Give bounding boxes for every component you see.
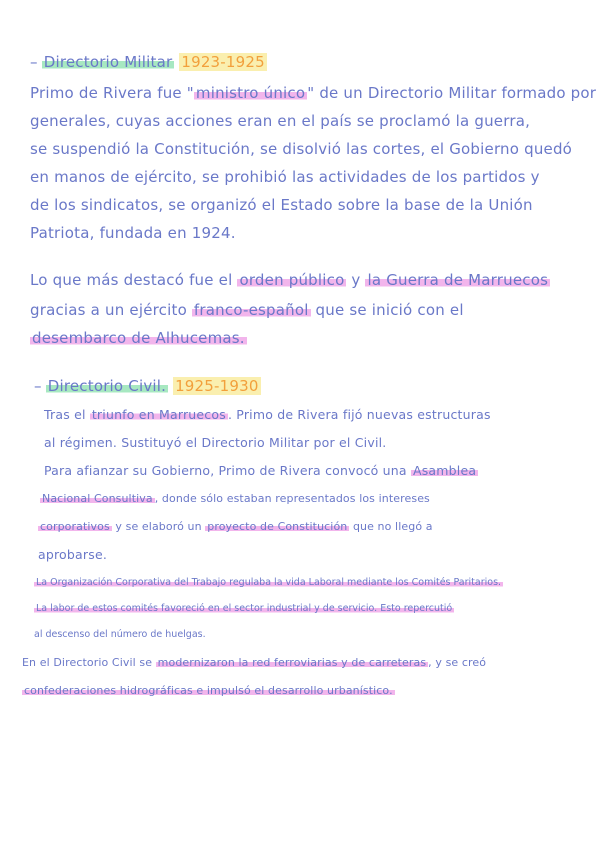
highlight: orden público: [239, 271, 345, 289]
section2-heading-line: [34, 376, 261, 396]
section2-years: 1925-1930: [175, 377, 259, 395]
highlight: ministro único: [195, 84, 306, 102]
highlight: triunfo en Marruecos: [91, 407, 226, 422]
section2-line-6: aprobarse.: [38, 547, 108, 562]
section1-line-6: Patriota, fundada en 1924.: [30, 224, 236, 242]
section2-heading: Directorio Civil.: [47, 377, 167, 395]
section2-line-1: Tras el triunfo en Marruecos . Primo de Rivera fijó nuevas estructuras: [44, 407, 491, 422]
highlight: confederaciones hidrográficas e impulsó el desarrollo urbanístico.: [24, 684, 393, 697]
highlight: Nacional Consultiva: [42, 492, 153, 505]
bullet-dash: –: [34, 377, 42, 395]
highlight: desembarco de Alhucemas.: [32, 329, 245, 347]
section2-line-2: al régimen. Sustituyó el Directorio Militar por el Civil.: [44, 435, 387, 450]
section2-line-9: al descenso del número de huelgas.: [34, 629, 206, 640]
section1-heading: Directorio Militar: [43, 53, 173, 71]
section2-line-11: [22, 682, 395, 700]
section2-line-4: Nacional Consultiva , donde sólo estaban representados los intereses: [42, 492, 430, 505]
section1-line-3: se suspendió la Constitución, se disolvió las cortes, el Gobierno quedó: [30, 140, 573, 158]
section2-line-8: [34, 600, 454, 618]
highlight: Asamblea: [412, 463, 477, 478]
highlights-line-3: [30, 328, 247, 348]
highlight: franco-español: [193, 301, 309, 319]
section2-line-5: corporativos y se elaboró un proyecto de Constitución que no llegó a: [40, 520, 433, 533]
section1-heading-line: [30, 52, 267, 72]
highlight: La labor de estos comités favoreció en el sector industrial y de servicio. Esto repercutió: [36, 603, 453, 614]
section1-line-1: Primo de Rivera fue " ministro único " de un Directorio Militar formado por: [30, 84, 597, 102]
highlights-line-2: gracias a un ejército franco-español que se inició con el: [30, 301, 464, 319]
section2-line-10: En el Directorio Civil se modernizaron la red ferroviarias y de carreteras , y se creó: [22, 656, 487, 669]
section1-years: 1923-1925: [181, 53, 265, 71]
highlight: la Guerra de Marruecos: [367, 271, 549, 289]
highlight: proyecto de Constitución: [207, 520, 348, 533]
section2-line-7: [34, 574, 503, 592]
highlight: modernizaron la red ferroviarias y de carreteras: [157, 656, 427, 669]
highlight: corporativos: [40, 520, 110, 533]
section2-line-3: Para afianzar su Gobierno, Primo de Rivera convocó una Asamblea: [44, 463, 477, 478]
bullet-dash: –: [30, 53, 38, 71]
section1-line-4: en manos de ejército, se prohibió las actividades de los partidos y: [30, 168, 540, 186]
highlights-line-1: Lo que más destacó fue el orden público y la Guerra de Marruecos: [30, 271, 549, 289]
highlight: La Organización Corporativa del Trabajo regulaba la vida Laboral mediante los Comités Paritarios.: [36, 577, 502, 588]
section1-line-5: de los sindicatos, se organizó el Estado sobre la base de la Unión: [30, 196, 533, 214]
section1-line-2: generales, cuyas acciones eran en el país se proclamó la guerra,: [30, 112, 531, 130]
